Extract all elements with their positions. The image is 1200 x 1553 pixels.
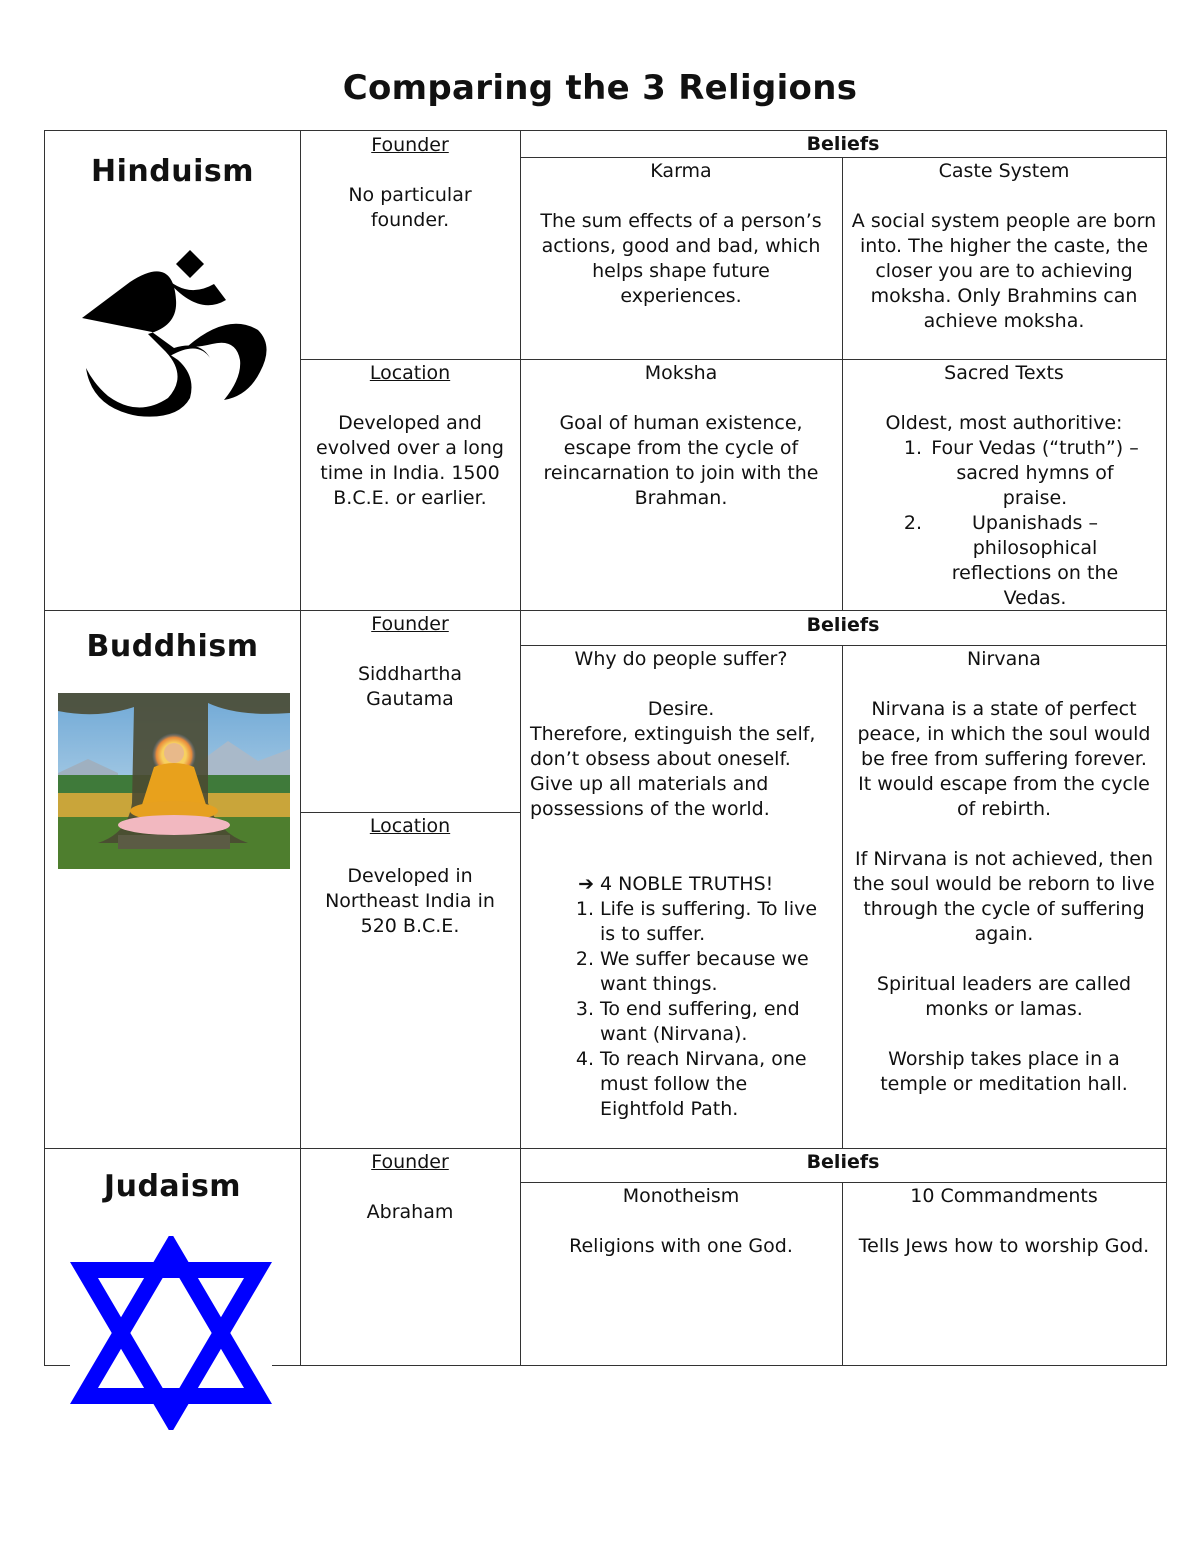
belief-text: Goal of human existence, escape from the cycle of reincarnation to join with the Brahman. bbox=[543, 412, 819, 509]
belief-caste-system bbox=[842, 157, 1167, 360]
founder-label: Founder bbox=[371, 1151, 449, 1173]
list-item: 2. We suffer because we want things. bbox=[575, 948, 809, 995]
belief-sacred-texts bbox=[842, 359, 1167, 611]
religion-name: Buddhism bbox=[86, 629, 259, 664]
belief-nirvana bbox=[842, 645, 1167, 1149]
hinduism-founder-cell bbox=[300, 130, 521, 360]
religion-name: Judaism bbox=[103, 1169, 242, 1204]
beliefs-label: Beliefs bbox=[806, 1151, 880, 1173]
belief-title: Monotheism bbox=[622, 1185, 740, 1207]
belief-10-commandments bbox=[842, 1182, 1167, 1366]
buddhism-location-cell bbox=[300, 812, 521, 1149]
list-item: 1. Life is suffering. To live is to suffer. bbox=[575, 898, 818, 945]
belief-why-suffer bbox=[520, 645, 843, 1149]
belief-title: Karma bbox=[650, 160, 712, 182]
founder-text: No particular founder. bbox=[348, 184, 472, 231]
buddhism-name-cell bbox=[44, 610, 301, 1149]
judaism-founder-cell bbox=[300, 1148, 521, 1366]
list-item: 2. Upanishads – philosophical reflections on the Vedas. bbox=[903, 512, 1119, 609]
belief-text: Therefore, extinguish the self, don’t obsess about oneself. Give up all materials and possessions of the world. bbox=[530, 723, 816, 820]
belief-text: A social system people are born into. The higher the caste, the closer you are to achieving moksha. Only Brahmins can achieve moksha. bbox=[851, 210, 1157, 332]
list-item: 4. To reach Nirvana, one must follow the Eightfold Path. bbox=[575, 1048, 807, 1120]
location-label: Location bbox=[369, 815, 451, 837]
star-of-david-icon bbox=[70, 1236, 272, 1430]
founder-label: Founder bbox=[371, 134, 449, 156]
om-icon bbox=[78, 248, 268, 420]
belief-paragraph: If Nirvana is not achieved, then the soul would be reborn to live through the cycle of suffering again. bbox=[853, 848, 1155, 945]
belief-answer: Desire. bbox=[647, 698, 715, 720]
hinduism-location-cell bbox=[300, 359, 521, 611]
belief-title: Moksha bbox=[644, 362, 718, 384]
location-label: Location bbox=[369, 362, 451, 384]
belief-text: Tells Jews how to worship God. bbox=[858, 1235, 1150, 1257]
belief-title: 10 Commandments bbox=[910, 1185, 1098, 1207]
belief-monotheism bbox=[520, 1182, 843, 1366]
belief-title: Caste System bbox=[938, 160, 1070, 182]
list-item: 1. Four Vedas (“truth”) – sacred hymns of praise. bbox=[903, 437, 1139, 509]
belief-paragraph: Nirvana is a state of perfect peace, in which the soul would be free from suffering forever. It would escape from the cycle of rebirth. bbox=[857, 698, 1151, 820]
list-item: 3. To end suffering, end want (Nirvana). bbox=[575, 998, 800, 1045]
founder-text: Siddhartha Gautama bbox=[357, 663, 463, 710]
belief-karma bbox=[520, 157, 843, 360]
belief-paragraph: Spiritual leaders are called monks or lamas. bbox=[876, 973, 1132, 1020]
belief-text: Religions with one God. bbox=[569, 1235, 793, 1257]
buddhism-beliefs-header bbox=[520, 610, 1167, 646]
judaism-beliefs-header bbox=[520, 1148, 1167, 1183]
founder-text: Abraham bbox=[366, 1201, 454, 1223]
arrow-right-icon: ➔ bbox=[578, 873, 594, 895]
noble-truths-heading: ➔ 4 NOBLE TRUTHS! bbox=[564, 872, 828, 897]
belief-title: Sacred Texts bbox=[944, 362, 1064, 384]
location-text: Developed in Northeast India in 520 B.C.E. bbox=[325, 865, 495, 937]
belief-intro: Oldest, most authoritive: bbox=[885, 412, 1123, 434]
founder-label: Founder bbox=[371, 613, 449, 635]
hinduism-beliefs-header bbox=[520, 130, 1167, 158]
noble-truths-list bbox=[520, 872, 842, 1122]
belief-text: The sum effects of a person’s actions, good and bad, which helps shape future experiences. bbox=[540, 210, 822, 307]
location-text: Developed and evolved over a long time in India. 1500 B.C.E. or earlier. bbox=[316, 412, 504, 509]
religion-name: Hinduism bbox=[91, 154, 254, 189]
beliefs-label: Beliefs bbox=[806, 133, 880, 155]
buddha-painting-image bbox=[58, 693, 290, 869]
buddhism-founder-cell bbox=[300, 610, 521, 813]
beliefs-label: Beliefs bbox=[806, 614, 880, 636]
sacred-texts-list bbox=[842, 436, 1166, 611]
page-title: Comparing the 3 Religions bbox=[342, 68, 858, 108]
belief-moksha bbox=[520, 359, 843, 611]
belief-title: Why do people suffer? bbox=[574, 648, 788, 670]
belief-paragraph: Worship takes place in a temple or meditation hall. bbox=[880, 1048, 1128, 1095]
belief-title: Nirvana bbox=[967, 648, 1041, 670]
